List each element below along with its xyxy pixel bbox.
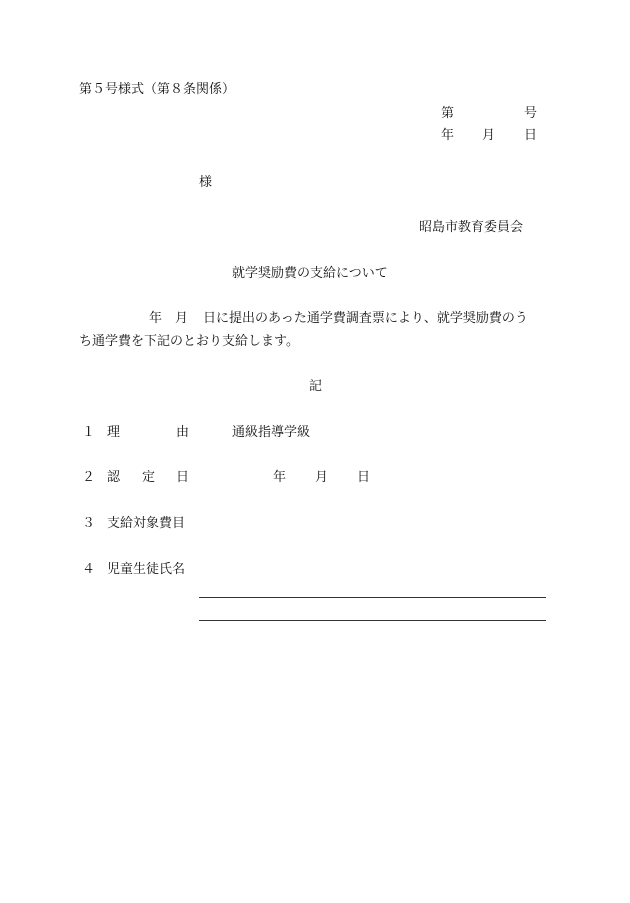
- doc-number-suffix: 号: [524, 106, 538, 121]
- name-line-2: [199, 620, 546, 621]
- date-year: 年: [441, 128, 455, 143]
- item-4-label: 児童生徒氏名: [107, 562, 186, 577]
- item-2-label-char-1: 認: [107, 470, 121, 485]
- name-line-1: [199, 597, 546, 598]
- addressee-suffix: 様: [199, 175, 213, 190]
- item-1-number: １: [82, 425, 96, 440]
- item-1-label-char-1: 理: [107, 425, 121, 440]
- form-number: 第５号様式（第８条関係）: [79, 82, 236, 97]
- date-month: 月: [482, 128, 496, 143]
- item-2-date-day: 日: [357, 470, 371, 485]
- item-2-date-month: 月: [315, 470, 329, 485]
- item-1-value: 通級指導学級: [232, 425, 311, 440]
- item-1-label-char-2: 由: [176, 425, 190, 440]
- body-year: 年: [149, 311, 163, 326]
- item-3-label: 支給対象費目: [107, 516, 186, 531]
- body-line2: ち通学費を下記のとおり支給します。: [79, 334, 299, 349]
- item-2-date-year: 年: [273, 470, 287, 485]
- item-2-label-char-2: 定: [142, 470, 156, 485]
- body-line1: 日に提出のあった通学費調査票により、就学奨励費のう: [203, 311, 528, 326]
- body-month: 月: [175, 311, 189, 326]
- doc-number-prefix: 第: [441, 106, 455, 121]
- date-day: 日: [524, 128, 538, 143]
- issuer: 昭島市教育委員会: [419, 220, 524, 235]
- item-2-label-char-3: 日: [176, 470, 190, 485]
- item-3-number: ３: [82, 516, 96, 531]
- ki-heading: 記: [309, 379, 323, 394]
- item-2-number: ２: [82, 470, 96, 485]
- item-4-number: ４: [82, 562, 96, 577]
- document-title: 就学奨励費の支給について: [232, 266, 388, 281]
